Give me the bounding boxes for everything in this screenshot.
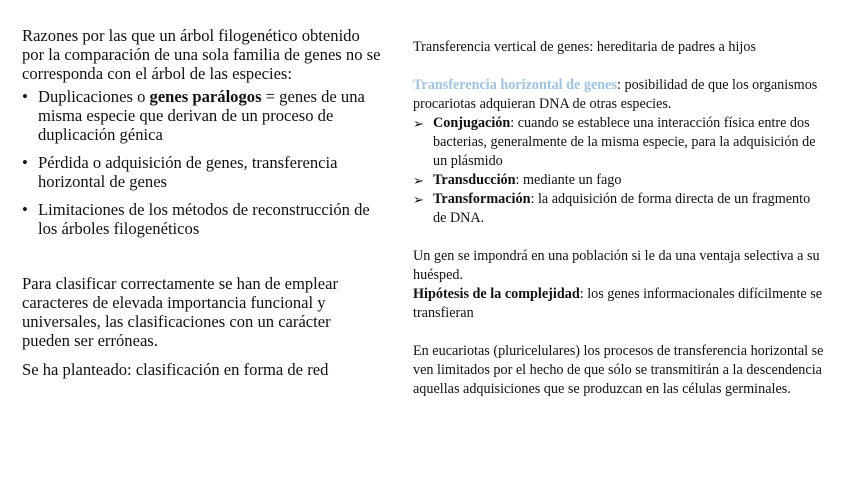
bullet-text: Pérdida o adquisición de genes, transferencia horizontal de genes	[38, 153, 338, 191]
mechanism-def: : mediante un fago	[515, 172, 622, 188]
selective-advantage-text: Un gen se impondrá en una población si le da una ventaja selectiva a su huésped.	[413, 248, 820, 283]
bullet-text-pre: Duplicaciones o	[38, 87, 150, 106]
complexity-term: Hipótesis de la complejidad	[413, 286, 580, 302]
mechanism-def: : cuando se establece una interacción física entre dos bacterias, generalmente de la misma especie, para la adquisición de un plásmido	[433, 115, 816, 169]
bullet-icon: •	[22, 87, 28, 106]
horizontal-transfer-term: Transferencia horizontal de genes	[413, 77, 617, 93]
list-item	[22, 87, 382, 144]
mechanism-def: : la adquisición de forma directa de un fragmento de DNA.	[433, 191, 811, 226]
mechanism-term: Transducción	[433, 172, 516, 188]
horizontal-transfer-def: : posibilidad de que los organismos procariotas adquieran DNA de otras especies.	[413, 77, 818, 112]
eukaryotes-paragraph: En eucariotas (pluricelulares) los procesos de transferencia horizontal se ven limitados por el hecho de que sólo se transmitirán a la descendencia aquellas adquisiciones que se produzcan en las células germinales.	[413, 343, 824, 397]
bullet-text: Limitaciones de los métodos de reconstrucción de los árboles filogenéticos	[38, 200, 370, 238]
arrow-bullet-icon: ➢	[413, 116, 424, 131]
arrow-bullet-icon: ➢	[413, 173, 424, 188]
reasons-list	[22, 87, 382, 238]
arrow-bullet-icon: ➢	[413, 192, 424, 207]
right-column	[413, 38, 825, 399]
network-paragraph: Se ha planteado: clasificación en forma de red	[22, 360, 329, 379]
classification-paragraph: Para clasificar correctamente se han de emplear caracteres de elevada importancia funcional y universales, las clasificaciones con un carácter pueden ser erróneas.	[22, 274, 339, 350]
paralog-term: genes parálogos	[149, 87, 262, 106]
bullet-icon: •	[22, 200, 28, 219]
list-item	[22, 200, 382, 238]
bullet-text-post: = genes de una misma especie que derivan de un proceso de duplicación génica	[38, 87, 365, 144]
vertical-transfer-text: Transferencia vertical de genes: hereditaria de padres a hijos	[413, 39, 756, 55]
mechanism-term: Conjugación	[433, 115, 511, 131]
complexity-hypothesis-paragraph	[413, 285, 825, 323]
list-item	[413, 171, 825, 190]
complexity-def: : los genes informacionales difícilmente se transfieran	[413, 286, 823, 321]
list-item	[413, 114, 825, 171]
mechanism-term: Transformación	[433, 191, 531, 207]
horizontal-transfer-paragraph	[413, 76, 825, 114]
intro-paragraph: Razones por las que un árbol filogenético obtenido por la comparación de una sola familia de genes no se corresponda con el árbol de las especies:	[22, 26, 381, 83]
bullet-icon: •	[22, 153, 28, 172]
left-column	[22, 26, 382, 379]
list-item	[22, 153, 382, 191]
mechanisms-list	[413, 114, 825, 228]
list-item	[413, 190, 825, 228]
